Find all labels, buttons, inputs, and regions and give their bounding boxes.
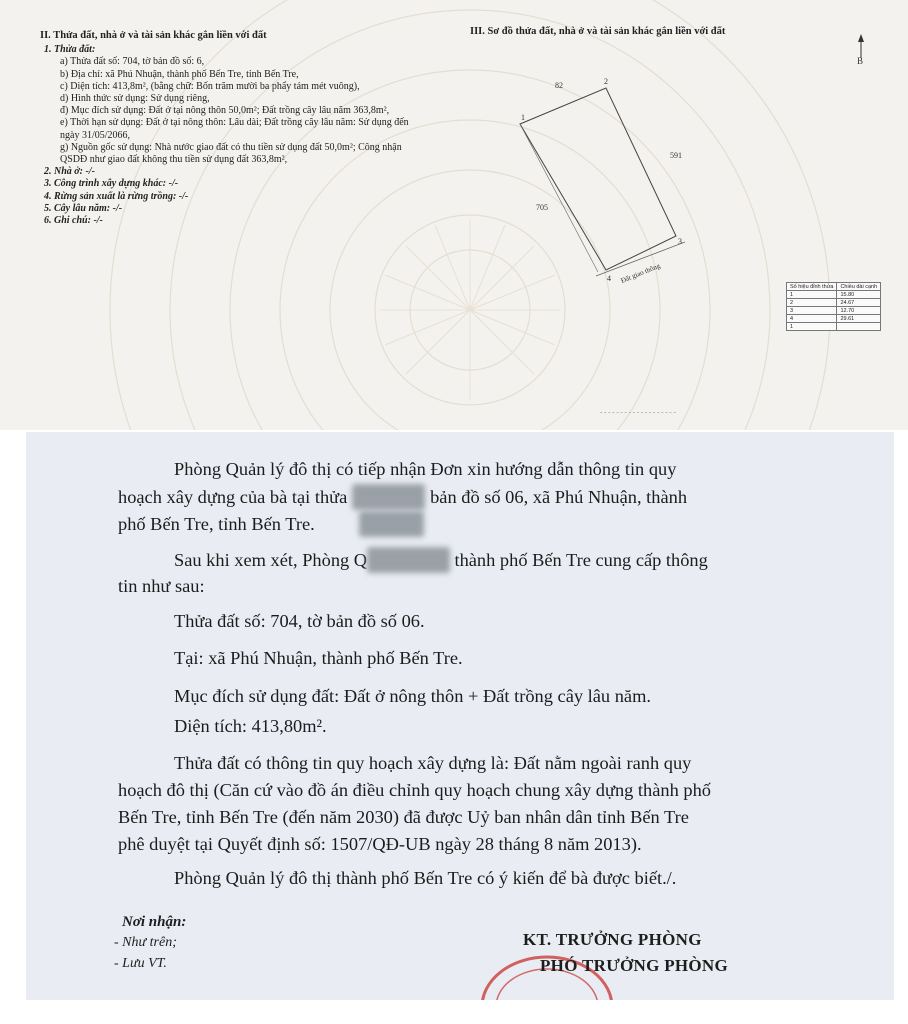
certificate-line: c) Diện tích: 413,8m², (bằng chữ: Bốn trăm mười ba phẩy tám mét vuông),: [60, 80, 360, 92]
table-row: [787, 323, 881, 331]
certificate-line: QSDĐ như giao đất không thu tiền sử dụng đất 363,8m²,: [60, 154, 288, 166]
paragraph-intro-line2: [118, 484, 687, 510]
north-label: B: [857, 56, 864, 66]
section-title: II. Thửa đất, nhà ở và tài sản khác gắn liền với đất: [40, 30, 267, 41]
table-header: Chiều dài cạnh: [837, 283, 881, 291]
parcel-outline: [520, 88, 676, 270]
vertex-1: 1: [521, 113, 525, 122]
coordinate-table: [786, 282, 881, 331]
plan-info-line1: Thửa đất có thông tin quy hoạch xây dựng là: Đất nằm ngoài ranh quy: [174, 753, 692, 773]
diagram-title: III. Sơ đồ thửa đất, nhà ở và tài sản khác gắn liền với đất: [470, 26, 726, 37]
certificate-line: b) Địa chỉ: xã Phú Nhuận, thành phố Bến Tre, tỉnh Bến Tre,: [60, 68, 299, 80]
parcel-location: Tại: xã Phú Nhuận, thành phố Bến Tre.: [174, 648, 463, 668]
neighbor-top: 82: [555, 81, 563, 90]
table-cell: [837, 323, 881, 331]
certificate-line: 3. Công trình xây dựng khác: -/-: [44, 178, 179, 190]
plan-info-line2: hoạch đô thị (Căn cứ vào đồ án điều chỉnh quy hoạch chung xây dựng thành phố: [118, 780, 711, 800]
certificate-line: 6. Ghi chú: -/-: [44, 215, 103, 227]
parcel-area: Diện tích: 413,80m².: [174, 716, 327, 736]
table-cell: 1: [787, 291, 837, 299]
intro-line2-end: bản đồ số 06, xã Phú Nhuận, thành: [430, 487, 688, 507]
land-use-purpose: Mục đích sử dụng đất: Đất ở nông thôn + Đất trồng cây lâu năm.: [174, 686, 651, 706]
vertex-2: 2: [604, 77, 608, 86]
neighbor-left: 705: [536, 203, 548, 212]
cut-off-text: - - - - - - - - - - - - - - - - - - -: [600, 408, 676, 416]
table-cell: 15.80: [837, 291, 881, 299]
certificate-line: ngày 31/05/2066,: [60, 129, 130, 141]
certificate-line: g) Nguồn gốc sử dụng: Nhà nước giao đất có thu tiền sử dụng đất 50,0m²; Công nhận: [60, 141, 402, 153]
signature-title-line1: KT. TRƯỞNG PHÒNG: [523, 930, 702, 949]
recipient-item: - Lưu VT.: [114, 956, 167, 971]
paragraph-intro-line3: [118, 511, 424, 537]
paragraph-review-line2: tin như sau:: [118, 576, 205, 596]
parcel-number: Thửa đất số: 704, tờ bản đồ số 06.: [174, 611, 425, 631]
table-header: Số hiệu đỉnh thửa: [787, 283, 837, 291]
intro-line3-text: phố Bến Tre, tỉnh Bến Tre.: [118, 514, 315, 534]
road-label: Đất giao thông: [619, 261, 662, 285]
redacted-text: [352, 484, 426, 510]
certificate-line: e) Thời hạn sử dụng: Đất ở tại nông thôn: Lâu dài; Đất trồng cây lâu năm: Sử dụng đến: [60, 117, 409, 129]
table-row: [787, 315, 881, 323]
coordinate-rows: [787, 291, 881, 331]
signature-title-line2: PHÓ TRƯỞNG PHÒNG: [540, 956, 729, 975]
table-cell: 2: [787, 299, 837, 307]
certificate-line: 2. Nhà ở: -/-: [44, 166, 95, 178]
table-row: [787, 307, 881, 315]
recipients-title: Nơi nhận:: [122, 914, 187, 930]
planning-letter: [26, 432, 894, 1000]
review-line1-end: thành phố Bến Tre cung cấp thông: [454, 550, 708, 570]
table-cell: 24.67: [837, 299, 881, 307]
redacted-text: [367, 547, 450, 573]
recipient-item: - Như trên;: [114, 935, 177, 950]
north-arrow-icon: [857, 34, 864, 66]
certificate-line: đ) Mục đích sử dụng: Đất ở tại nông thôn 50,0m²; Đất trồng cây lâu năm 363,8m²,: [60, 105, 390, 117]
closing-line: Phòng Quản lý đô thị thành phố Bến Tre có ý kiến để bà được biết./.: [174, 868, 677, 888]
plan-info-line4: phê duyệt tại Quyết định số: 1507/QĐ-UB ngày 28 tháng 8 năm 2013).: [118, 834, 642, 854]
vertex-3: 3: [678, 237, 682, 246]
paragraph-review-line1: [174, 547, 708, 573]
plan-info-line3: Bến Tre, tỉnh Bến Tre (đến năm 2030) đã được Uỷ ban nhân dân tỉnh Bến Tre: [118, 807, 689, 827]
certificate-line: 5. Cây lâu năm: -/-: [44, 202, 123, 214]
table-cell: 3: [787, 307, 837, 315]
table-cell: 29.61: [837, 315, 881, 323]
certificate-line: 1. Thửa đất:: [44, 44, 96, 56]
neighbor-right: 591: [670, 151, 682, 160]
land-certificate-panel: [0, 0, 908, 430]
review-line1-start: Sau khi xem xét, Phòng Q: [174, 550, 368, 570]
vertex-4: 4: [607, 274, 611, 283]
redacted-text: [359, 511, 423, 537]
table-row: [787, 291, 881, 299]
parcel-diagram: [0, 0, 908, 430]
certificate-line: a) Thửa đất số: 704, tờ bản đồ số: 6,: [60, 56, 205, 68]
certificate-line: d) Hình thức sử dụng: Sử dụng riêng,: [60, 93, 210, 105]
certificate-line: 4. Rừng sản xuất là rừng trồng: -/-: [44, 190, 189, 202]
paragraph-intro-line1: Phòng Quản lý đô thị có tiếp nhận Đơn xin hướng dẫn thông tin quy: [174, 459, 677, 479]
intro-line2-start: hoạch xây dựng của bà tại thửa: [118, 487, 348, 507]
table-cell: 12.70: [837, 307, 881, 315]
table-cell: 4: [787, 315, 837, 323]
table-cell: 1: [787, 323, 837, 331]
table-row: [787, 299, 881, 307]
